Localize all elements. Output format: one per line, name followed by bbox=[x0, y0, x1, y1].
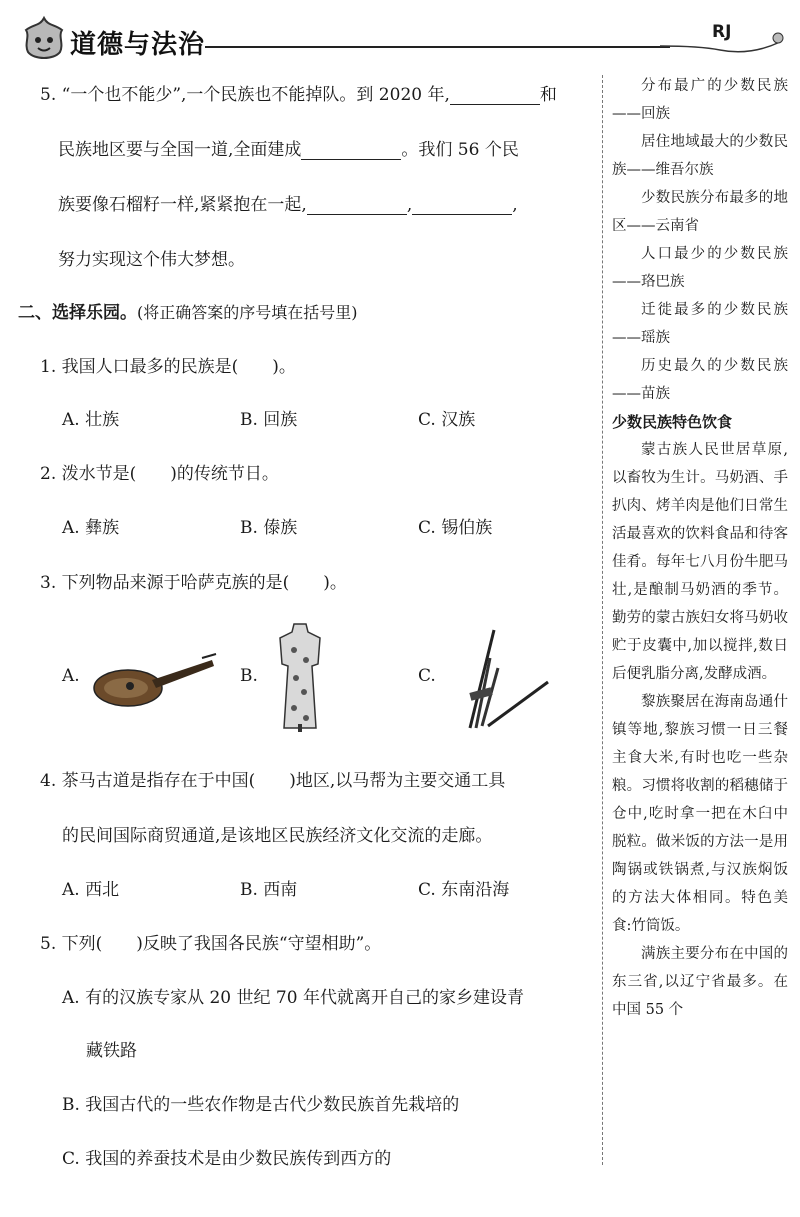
qipao-dress-image bbox=[270, 620, 330, 732]
question-stem: 3. 下列物品来源于哈萨克族的是( )。 bbox=[40, 573, 347, 593]
question-stem: 1. 我国人口最多的民族是( )。 bbox=[40, 357, 296, 377]
option-c[interactable]: C. 东南沿海 bbox=[418, 880, 510, 900]
fact-item: 少数民族分布最多的地区——云南省 bbox=[612, 190, 788, 234]
reed-pipe-instrument-image bbox=[442, 628, 552, 732]
fact-item: 历史最久的少数民族——苗族 bbox=[612, 358, 788, 402]
food-paragraph: 蒙古族人民世居草原,以畜牧为生计。马奶酒、手扒肉、烤羊肉是他们日常生活最喜欢的饮料食品和待客佳肴。每年七八月份牛肥马壮,是酿制马奶酒的季节。勤劳的蒙古族妇女将马奶收贮于皮囊中,加以搅拌,数日后便乳脂分离,发酵成酒。 bbox=[612, 442, 788, 682]
option-b[interactable]: B. 我国古代的一些农作物是古代少数民族首先栽培的 bbox=[62, 1095, 460, 1115]
fact-item: 分布最广的少数民族——回族 bbox=[612, 78, 788, 122]
fill-question-5-line2: 民族地区要与全国一道,全面建成 。我们 56 个民 bbox=[58, 140, 519, 160]
option-c[interactable]: C. 汉族 bbox=[418, 410, 476, 430]
option-a[interactable]: A. 壮族 bbox=[62, 410, 120, 430]
fact-item: 居住地域最大的少数民族——维吾尔族 bbox=[612, 134, 788, 178]
fill-question-5-line4: 努力实现这个伟大梦想。 bbox=[58, 250, 245, 270]
header-rule bbox=[205, 46, 670, 48]
option-c[interactable]: C. 锡伯族 bbox=[418, 518, 493, 538]
option-c[interactable]: C. 我国的养蚕技术是由少数民族传到西方的 bbox=[62, 1149, 392, 1169]
fill-question-5-line3: 族要像石榴籽一样,紧紧抱在一起, , , bbox=[58, 195, 518, 215]
option-a[interactable]: A. 彝族 bbox=[62, 518, 120, 538]
answer-blank[interactable] bbox=[412, 196, 512, 215]
fact-item: 迁徙最多的少数民族——瑶族 bbox=[612, 302, 788, 346]
food-section-title: 少数民族特色饮食 bbox=[612, 413, 733, 431]
option-a[interactable]: A. bbox=[62, 666, 80, 686]
option-b[interactable]: B. 回族 bbox=[240, 410, 298, 430]
option-a-continued[interactable]: 藏铁路 bbox=[86, 1041, 137, 1061]
sidebar-notes bbox=[612, 72, 788, 1024]
option-c[interactable]: C. bbox=[418, 666, 436, 686]
question-stem: 2. 泼水节是( )的传统节日。 bbox=[40, 464, 279, 484]
page-header bbox=[0, 0, 800, 70]
answer-blank[interactable] bbox=[450, 86, 540, 105]
edition-label: RJ bbox=[712, 22, 732, 42]
food-paragraph: 黎族聚居在海南岛通什镇等地,黎族习惯一日三餐主食大米,有时也吃一些杂粮。习惯将收割的稻穗储于仓中,吃时拿一把在木臼中脱粒。做米饭的方法一是用陶锅或铁锅煮,与汉族焖饭的方法大体相同。特色美食:竹筒饭。 bbox=[612, 694, 788, 934]
question-stem-line2: 的民间国际商贸通道,是该地区民族经济文化交流的走廊。 bbox=[62, 826, 493, 846]
question-stem: 5. 下列( )反映了我国各民族“守望相助”。 bbox=[40, 934, 382, 954]
option-b[interactable]: B. 西南 bbox=[240, 880, 298, 900]
lute-instrument-image bbox=[90, 644, 220, 714]
question-stem-line1: 4. 茶马古道是指存在于中国( )地区,以马帮为主要交通工具 bbox=[40, 771, 506, 791]
option-a[interactable]: A. 有的汉族专家从 20 世纪 70 年代就离开自己的家乡建设青 bbox=[62, 988, 524, 1008]
column-divider bbox=[602, 75, 603, 1165]
answer-blank[interactable] bbox=[307, 196, 407, 215]
answer-blank[interactable] bbox=[301, 141, 401, 160]
mascot-logo-icon bbox=[18, 14, 70, 66]
fill-question-5-line1: 5. “一个也不能少”,一个民族也不能掉队。到 2020 年, 和 bbox=[40, 85, 557, 105]
option-b[interactable]: B. 傣族 bbox=[240, 518, 298, 538]
food-paragraph: 满族主要分布在中国的东三省,以辽宁省最多。在中国 55 个 bbox=[612, 946, 788, 1018]
section-heading: 二、选择乐园。(将正确答案的序号填在括号里) bbox=[18, 303, 358, 323]
option-b[interactable]: B. bbox=[240, 666, 258, 686]
fact-item: 人口最少的少数民族——珞巴族 bbox=[612, 246, 788, 290]
option-a[interactable]: A. 西北 bbox=[62, 880, 120, 900]
book-title: 道德与法治 bbox=[70, 30, 206, 60]
